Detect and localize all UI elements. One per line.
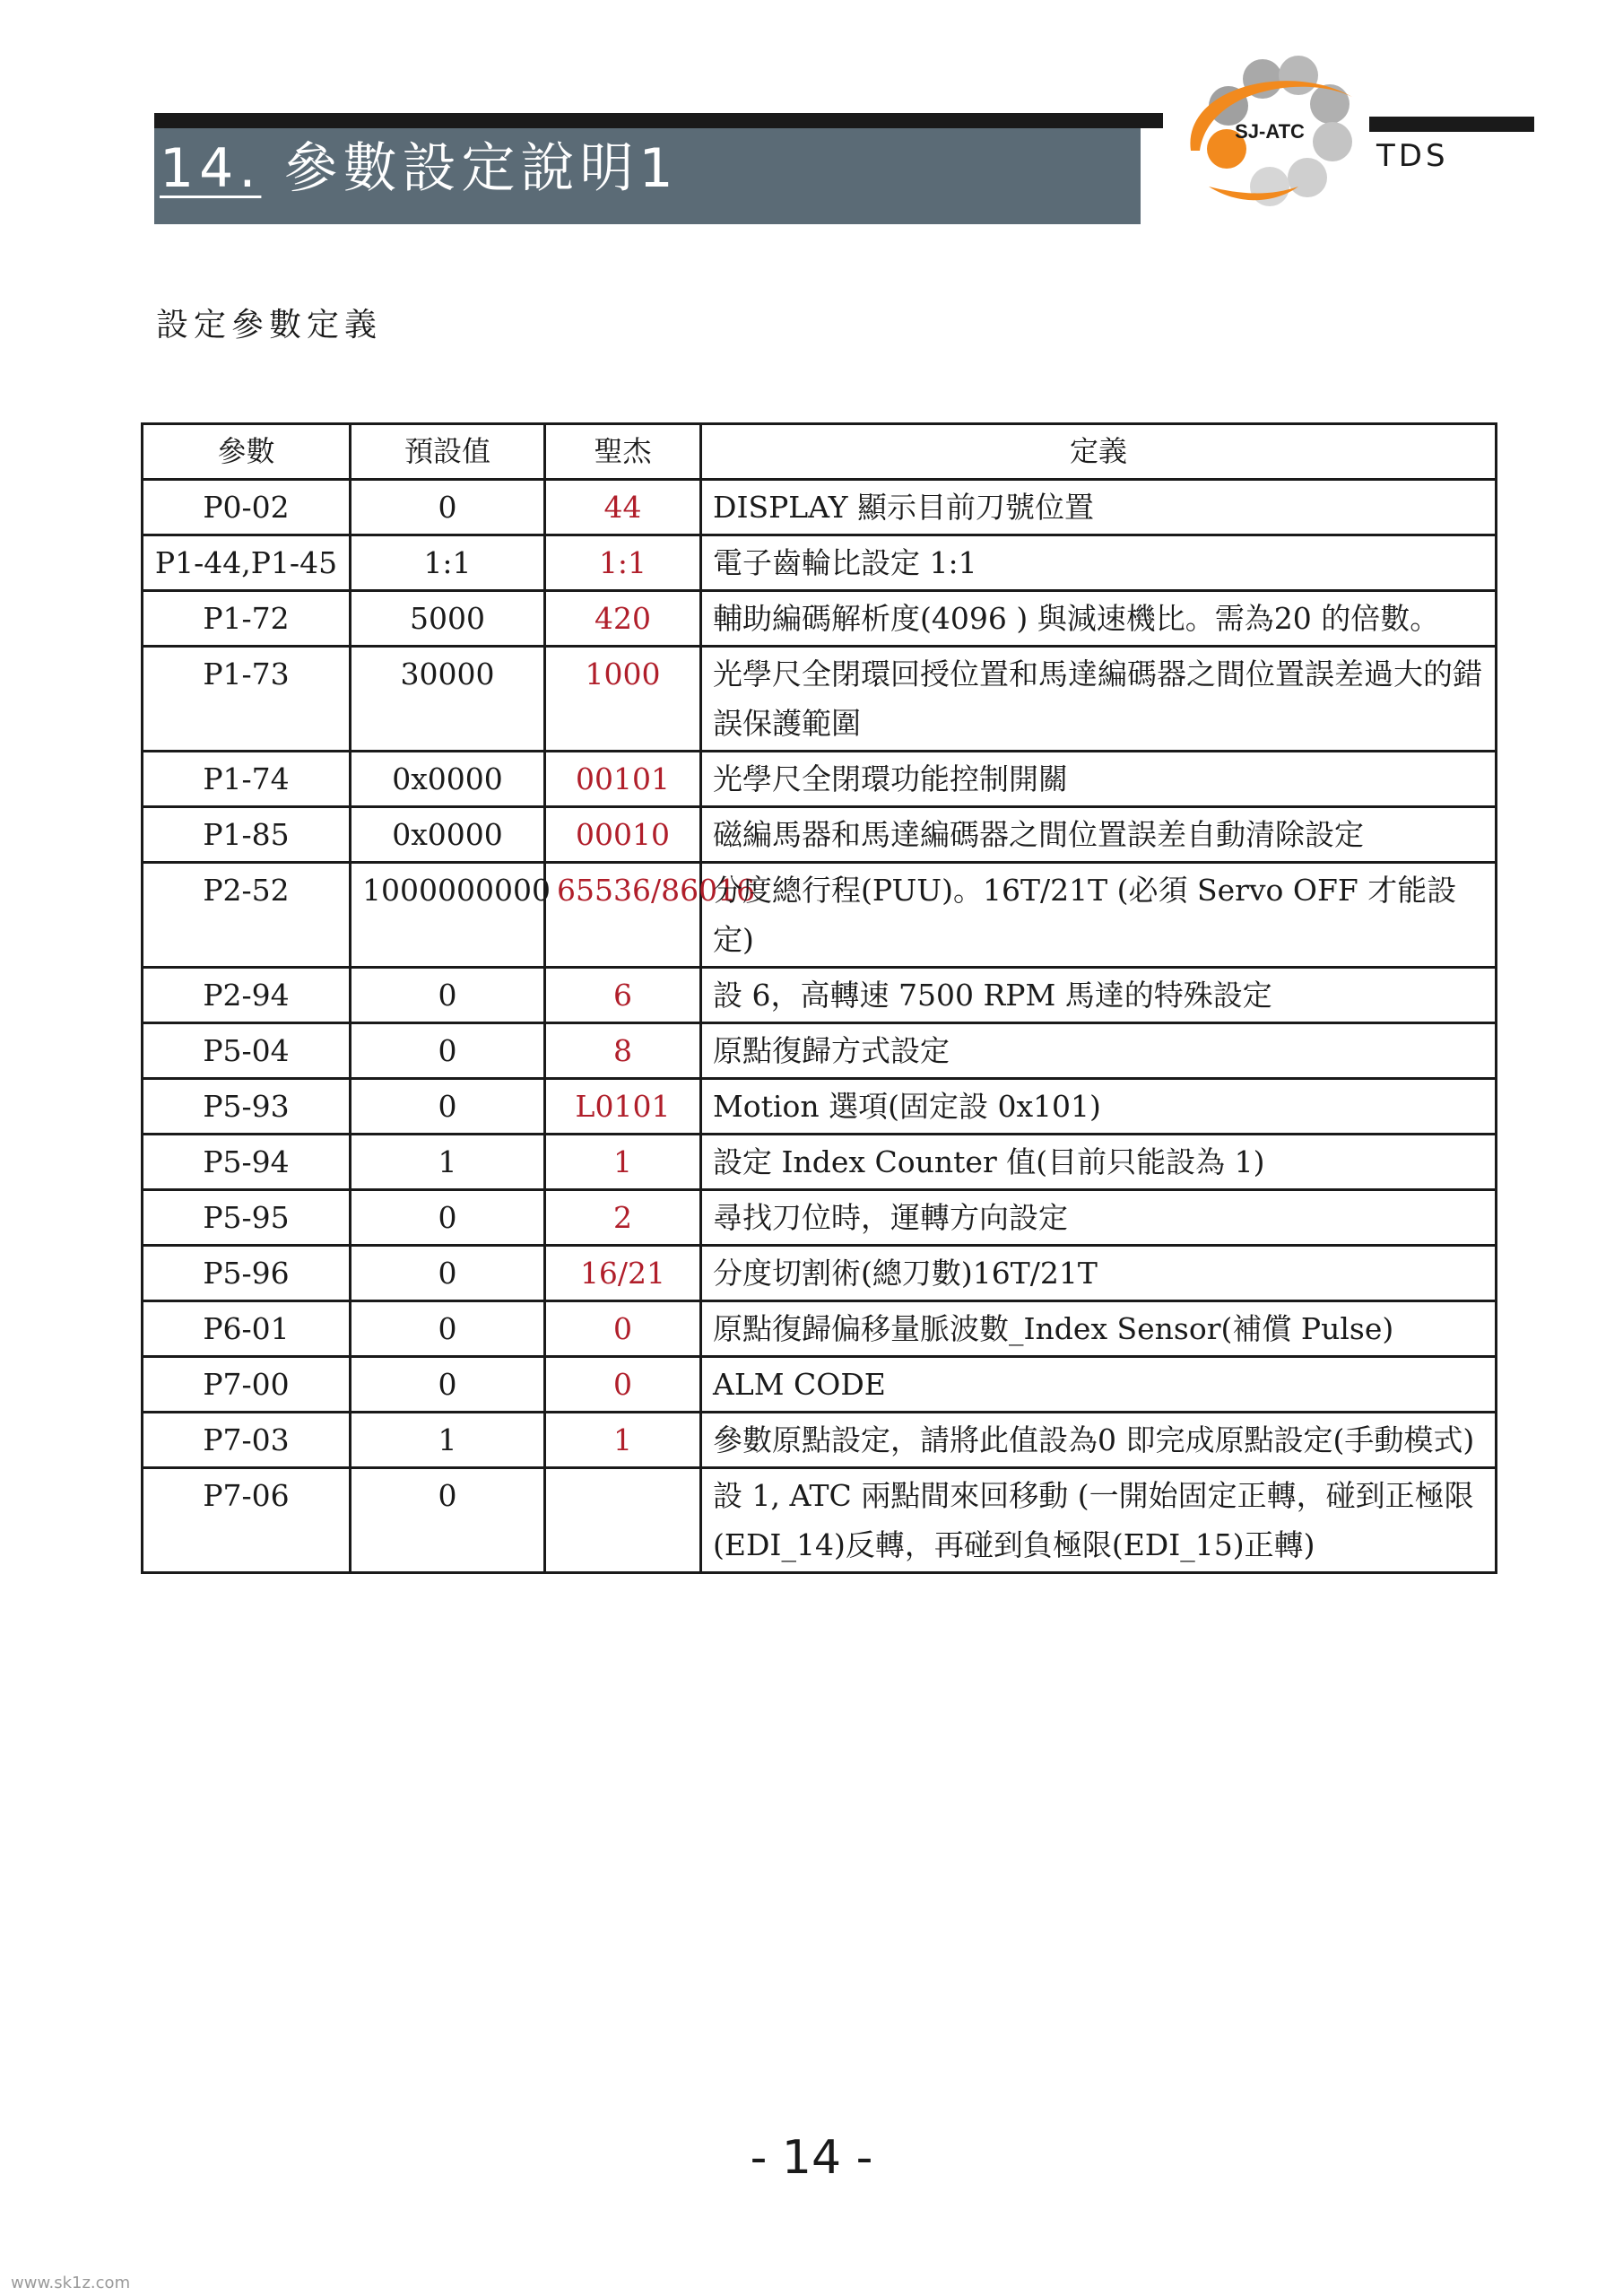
cell-definition: DISPLAY 顯示目前刀號位置 — [701, 480, 1497, 535]
table-row — [143, 591, 1497, 647]
cell-param: P2-94 — [143, 968, 351, 1023]
parameter-table — [141, 422, 1497, 1574]
table-row — [143, 863, 1497, 968]
cell-default: 30000 — [351, 647, 545, 752]
cell-default: 1 — [351, 1413, 545, 1468]
cell-value: 1 — [545, 1135, 701, 1190]
cell-value: 0 — [545, 1357, 701, 1413]
cell-default: 5000 — [351, 591, 545, 647]
cell-value: 1000 — [545, 647, 701, 752]
table-row — [143, 480, 1497, 535]
cell-default: 0x0000 — [351, 752, 545, 807]
header-param: 參數 — [143, 424, 351, 480]
cell-default: 0 — [351, 1079, 545, 1135]
cell-param: P7-03 — [143, 1413, 351, 1468]
cell-value: 420 — [545, 591, 701, 647]
table-row — [143, 1301, 1497, 1357]
cell-param: P0-02 — [143, 480, 351, 535]
table-header-row — [143, 424, 1497, 480]
table-row — [143, 647, 1497, 752]
cell-param: P7-06 — [143, 1468, 351, 1573]
cell-value: 8 — [545, 1023, 701, 1079]
cell-default: 0 — [351, 1357, 545, 1413]
cell-default: 0 — [351, 1023, 545, 1079]
cell-value: 00101 — [545, 752, 701, 807]
cell-definition: Motion 選項(固定設 0x101) — [701, 1079, 1497, 1135]
cell-definition: 設 6，高轉速 7500 RPM 馬達的特殊設定 — [701, 968, 1497, 1023]
cell-definition: 原點復歸方式設定 — [701, 1023, 1497, 1079]
cell-default: 0 — [351, 1246, 545, 1301]
cell-value: 1 — [545, 1413, 701, 1468]
header-value: 聖杰 — [545, 424, 701, 480]
cell-definition: 光學尺全閉環功能控制開關 — [701, 752, 1497, 807]
table-row — [143, 968, 1497, 1023]
table-row — [143, 1023, 1497, 1079]
cell-value — [545, 1468, 701, 1573]
cell-param: P1-44,P1-45 — [143, 535, 351, 591]
cell-value: 65536/86016 — [545, 863, 701, 968]
cell-definition: 設定 Index Counter 值(目前只能設為 1) — [701, 1135, 1497, 1190]
table-row — [143, 1246, 1497, 1301]
logo-text: SJ-ATC — [1235, 120, 1305, 143]
table-row — [143, 1190, 1497, 1246]
cell-value: 00010 — [545, 807, 701, 863]
table-row — [143, 1079, 1497, 1135]
table-row — [143, 752, 1497, 807]
header-definition: 定義 — [701, 424, 1497, 480]
cell-definition: 設 1, ATC 兩點間來回移動 (一開始固定正轉，碰到正極限(EDI_14)反轉，再碰到負極限(EDI_15)正轉) — [701, 1468, 1497, 1573]
page-title — [160, 133, 679, 204]
cell-value: 2 — [545, 1190, 701, 1246]
cell-param: P1-85 — [143, 807, 351, 863]
section-title: 參數設定說明1 — [283, 137, 679, 200]
cell-default: 0x0000 — [351, 807, 545, 863]
cell-param: P5-96 — [143, 1246, 351, 1301]
page-number: - 14 - — [750, 2131, 873, 2185]
cell-default: 0 — [351, 1468, 545, 1573]
cell-definition: 光學尺全閉環回授位置和馬達編碼器之間位置誤差過大的錯誤保護範圍 — [701, 647, 1497, 752]
cell-value: 6 — [545, 968, 701, 1023]
cell-default: 1:1 — [351, 535, 545, 591]
cell-value: 0 — [545, 1301, 701, 1357]
table-row — [143, 807, 1497, 863]
cell-param: P7-00 — [143, 1357, 351, 1413]
cell-param: P5-93 — [143, 1079, 351, 1135]
cell-definition: 輔助編碼解析度(4096 ) 與減速機比。需為20 的倍數。 — [701, 591, 1497, 647]
watermark: www.sk1z.com — [11, 2274, 131, 2292]
table-row — [143, 1468, 1497, 1573]
header-default: 預設值 — [351, 424, 545, 480]
cell-param: P5-94 — [143, 1135, 351, 1190]
cell-value: 1:1 — [545, 535, 701, 591]
cell-param: P5-95 — [143, 1190, 351, 1246]
sj-atc-logo — [1173, 52, 1370, 213]
cell-definition: 分度切割術(總刀數)16T/21T — [701, 1246, 1497, 1301]
cell-default: 1 — [351, 1135, 545, 1190]
cell-param: P5-04 — [143, 1023, 351, 1079]
cell-definition: 電子齒輪比設定 1:1 — [701, 535, 1497, 591]
cell-param: P1-74 — [143, 752, 351, 807]
cell-value: 16/21 — [545, 1246, 701, 1301]
table-row — [143, 1135, 1497, 1190]
header-rule-right — [1369, 117, 1534, 132]
cell-default: 0 — [351, 1301, 545, 1357]
cell-default: 0 — [351, 968, 545, 1023]
cell-definition: 原點復歸偏移量脈波數_Index Sensor(補償 Pulse) — [701, 1301, 1497, 1357]
cell-param: P2-52 — [143, 863, 351, 968]
section-number: 14. — [160, 137, 262, 200]
cell-param: P6-01 — [143, 1301, 351, 1357]
cell-value: 44 — [545, 480, 701, 535]
cell-default: 1000000000 — [351, 863, 545, 968]
cell-value: L0101 — [545, 1079, 701, 1135]
logo-tag: TDS — [1376, 138, 1449, 174]
cell-default: 0 — [351, 480, 545, 535]
cell-param: P1-72 — [143, 591, 351, 647]
cell-definition: 磁編馬器和馬達編碼器之間位置誤差自動清除設定 — [701, 807, 1497, 863]
cell-definition: 尋找刀位時，運轉方向設定 — [701, 1190, 1497, 1246]
cell-definition: ALM CODE — [701, 1357, 1497, 1413]
table-row — [143, 1357, 1497, 1413]
section-heading: 設定參數定義 — [156, 307, 383, 344]
cell-definition: 參數原點設定，請將此值設為0 即完成原點設定(手動模式) — [701, 1413, 1497, 1468]
header-rule-left — [154, 113, 1163, 128]
cell-param: P1-73 — [143, 647, 351, 752]
cell-default: 0 — [351, 1190, 545, 1246]
table-row — [143, 535, 1497, 591]
table-row — [143, 1413, 1497, 1468]
cell-definition: 分度總行程(PUU)。16T/21T (必須 Servo OFF 才能設定) — [701, 863, 1497, 968]
